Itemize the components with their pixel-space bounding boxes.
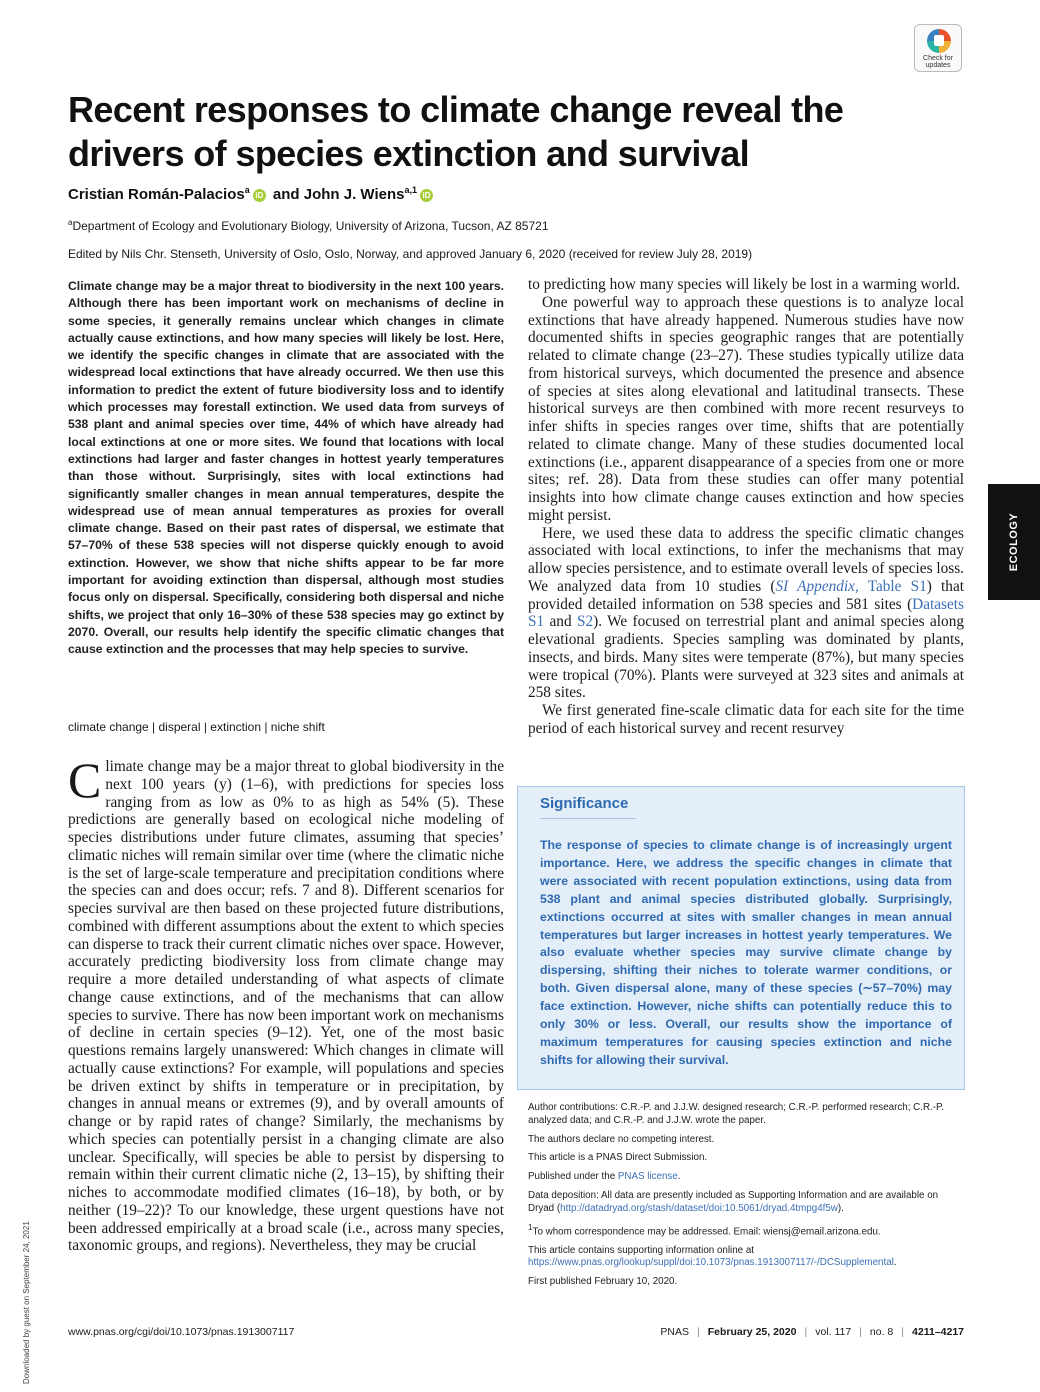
journal-name: PNAS: [660, 1326, 689, 1338]
paragraph-text: and: [544, 613, 577, 631]
dataset-s2-link[interactable]: S2: [576, 613, 594, 631]
significance-title: Significance: [540, 795, 636, 819]
author-name[interactable]: John J. Wiens: [303, 186, 405, 203]
license-text: Published under the: [528, 1171, 618, 1183]
deposition-text: ).: [837, 1202, 844, 1214]
license-note: [528, 1171, 964, 1184]
paragraph: [528, 525, 964, 703]
pnas-license-link[interactable]: PNAS license: [617, 1171, 678, 1183]
si-text: This article contains supporting information online at: [528, 1244, 754, 1256]
affiliation-sup: a: [68, 218, 73, 227]
paragraph: We first generated fine-scale climatic data for each site for the time period of each historical survey and recent resurvey: [528, 702, 964, 737]
article-notes: [528, 1102, 964, 1295]
correspondence-text: To whom correspondence may be addressed. Email: wiensj@email.arizona.edu.: [532, 1225, 881, 1237]
table-s1-link[interactable]: Table S1: [867, 577, 927, 595]
si-appendix-link[interactable]: SI Appendix,: [775, 577, 859, 595]
correspondence-sup: 1: [528, 1222, 533, 1232]
direct-submission: This article is a PNAS Direct Submission.: [528, 1152, 708, 1164]
deposition-text: Data deposition: All data are presently included as Supporting Information and are available on Dryad (: [528, 1189, 939, 1214]
article-title: Recent responses to climate change reveal the drivers of species extinction and survival: [68, 89, 844, 174]
abstract: Climate change may be a major threat to biodiversity in the next 100 years. Although there has been important work on mechanisms of decline in some species, it generally remains unclear which changes in climate actually cause extinctions, and how many species will likely be lost. Here, we identify the specific changes in climate that are associated with the widespread local extinctions that have already occurred. We then use this information to predict the extent of future biodiversity loss and to identify which processes may forestall extinction. We used data from surveys of 538 plant and animal species over time, 44% of which have already had local extinctions at one or more sites. We found that locations with local extinctions had larger and faster changes in hottest yearly temperatures than those without. Surprisingly, sites with local extinctions had significantly smaller changes in mean annual temperatures, despite the widespread use of mean annual temperatures as proxies for overall climate change. Based on their past rates of dispersal, we estimate that 57–70% of these 538 species will not disperse quickly enough to avoid extinction. However, we show that niche shifts appear to be far more important for avoiding extinction than dispersal, although most studies focus only on dispersal. Specifically, considering both dispersal and niche shifts, we project that only 16–30% of these 538 species may go extinct by 2070. Overall, our results help identify the specific climatic changes that cause extinction and the processes that may help species to survive.: [68, 279, 504, 657]
page-range: 4211–4217: [912, 1326, 964, 1338]
orcid-icon[interactable]: iD: [253, 189, 266, 202]
affiliation-text: Department of Ecology and Evolutionary Biology, University of Arizona, Tucson, AZ 85721: [72, 219, 549, 233]
author-contributions: Author contributions: C.R.-P. and J.J.W. designed research; C.R.-P. performed research; C.R.-P. analyzed data; and C.R.-P. and J.J.W. wrote the paper.: [528, 1102, 945, 1126]
author-affil-sup: a: [244, 185, 250, 195]
edited-by-line: Edited by Nils Chr. Stenseth, University of Oslo, Oslo, Norway, and approved January 6, 2020 (received for review July 28, 2019): [68, 247, 753, 261]
si-text: .: [893, 1257, 897, 1269]
paragraph-text: Here, we used these data to address the specific climatic changes associated with local extinctions, to infer the mechanisms that may allow species persistence, and to estimate overall levels of species loss. We analyzed data from 10 studies (: [528, 524, 964, 595]
doi-footer[interactable]: www.pnas.org/cgi/doi/10.1073/pnas.1913007117: [68, 1326, 295, 1338]
affiliation: [68, 218, 549, 233]
section-tab: [988, 484, 1040, 600]
paragraph-text: ) that provided detailed information on 538 species and 581 sites (: [528, 577, 964, 613]
paragraph: to predicting how many species will likely be lost in a warming world.: [528, 276, 961, 293]
license-text: .: [677, 1171, 681, 1183]
issue-number: no. 8: [869, 1326, 894, 1338]
intro-body: limate change may be a major threat to global biodiversity in the next 100 years (y) (1–6), with predictions for species loss ranging from as low as 0% to as high as 54% (5). These predictions are generally based on ecological niche modeling of species distributions under future climates, assuming that species’ climatic niches will remain similar over time (where the climatic niche is the set of large-scale temperature and precipitation conditions where the species can and does occur; refs. 7 and 8). Different scenarios for species survival are then based on these projected future distributions, combined with different assumptions about the extent to which species can disperse to track their current climatic niches over space. However, accurately predicting biodiversity loss from climate change may require a more detailed understanding of what aspects of climate change cause extinctions, and of the mechanisms that can allow species to survive. There has now been important work on mechanisms of decline in certain species (9–12). Yet, one of the most basic questions remains largely unanswered: Which changes in climate will actually cause extinctions? For example, will populations and species be driven extinct by shifts in temperature or in precipitation, by changes in annual means or extremes (9), and by overall amounts of change or by rapid rates of change? Similarly, the mechanisms by which species can potentially persist in a changing climate are also unclear. Specifically, will species be able to persist by dispersing to remain within their current climatic niche (2, 13–15), by shifting their niches to accommodate modified climates (16–18), by both, or by neither (19–22)? To our knowledge, these urgent questions have not been addressed empirically at a broad scale (i.e., across many species, taxonomic groups, and regions). Nevertheless, they may be crucial: [68, 758, 505, 1255]
paragraph-text: ). We focused on terrestrial plant and animal species along elevational gradients. Species sampling was dominated by plants, insects, and birds. Many sites were temperate (87%), but many species were tropical (70%). Plants were surveyed at 323 sites and animals at 258 sites.: [528, 613, 964, 702]
orcid-icon[interactable]: iD: [420, 189, 433, 202]
paragraph: One powerful way to approach these questions is to analyze local extinctions that have already happened. Numerous studies have now documented shifts in species geographic ranges that are potentially related to climate change (23–27). These studies typically utilize data from historical surveys, which documented the presence and absence of species at sites along elevational and latitudinal transects. These historical surveys are then combined with more recent resurveys to infer shifts in species ranges over time, shifts that are potentially related to climate change. Many of these studies documented local extinctions (i.e., apparent disappearance of a species from one or more sites; ref. 28). Data from these studies can offer many potential insights into how climate change causes extinction and how species might persist.: [528, 293, 964, 524]
correspondence: [528, 1222, 964, 1239]
keywords: climate change | disperal | extinction | niche shift: [68, 720, 325, 734]
issue-date: February 25, 2020: [707, 1326, 797, 1338]
download-watermark: Downloaded by guest on September 24, 2021: [22, 1221, 31, 1384]
crossmark-icon: [927, 29, 951, 53]
dataset-s1-link[interactable]: Datasets S1: [528, 595, 964, 631]
section-tab-label: ECOLOGY: [1008, 512, 1020, 572]
introduction-text: [68, 752, 505, 1255]
right-column-text: [528, 276, 964, 738]
significance-box: [517, 786, 965, 1090]
drop-cap: C: [68, 752, 102, 808]
first-published: First published February 10, 2020.: [528, 1276, 678, 1288]
significance-body: The response of species to climate change is of increasingly urgent importance. Here, we address the specific changes in climate that were associated with recent population extinctions, using data from 538 plant and animal species distributed globally. Surprisingly, extinctions occurred at sites with smaller changes in mean annual temperatures but larger increases in hottest yearly temperatures. We also evaluate whether species may survive climate change by dispersing, shifting their niches to tolerate warmer conditions, or both. Given dispersal alone, many of these species (∼57–70%) may face extinction. However, niche shifts can potentially reduce this to only 30% or less. Overall, our results show the importance of maximum temperatures for causing species extinction and niche shifts for allowing their survival.: [540, 838, 952, 1067]
dryad-link[interactable]: http://datadryad.org/stash/dataset/doi:10.5061/dryad.4tmpg4f5w: [560, 1202, 838, 1214]
journal-footer: PNAS | February 25, 2020 | vol. 117 | no. 8 | 4211–4217: [660, 1326, 964, 1338]
competing-interest: The authors declare no competing interest.: [528, 1133, 715, 1145]
author-list: [68, 185, 436, 203]
check-for-updates-label: Check for updates: [923, 55, 953, 69]
supporting-info: [528, 1245, 964, 1271]
data-deposition: [528, 1190, 964, 1216]
si-link[interactable]: https://www.pnas.org/lookup/suppl/doi:10.1073/pnas.1913007117/-/DCSupplemental: [528, 1257, 894, 1269]
check-for-updates-button[interactable]: [914, 24, 962, 72]
author-affil-sup: a,1: [404, 185, 417, 195]
volume: vol. 117: [815, 1326, 852, 1338]
author-joiner: and: [268, 186, 304, 203]
author-name[interactable]: Cristian Román-Palacios: [68, 186, 245, 203]
